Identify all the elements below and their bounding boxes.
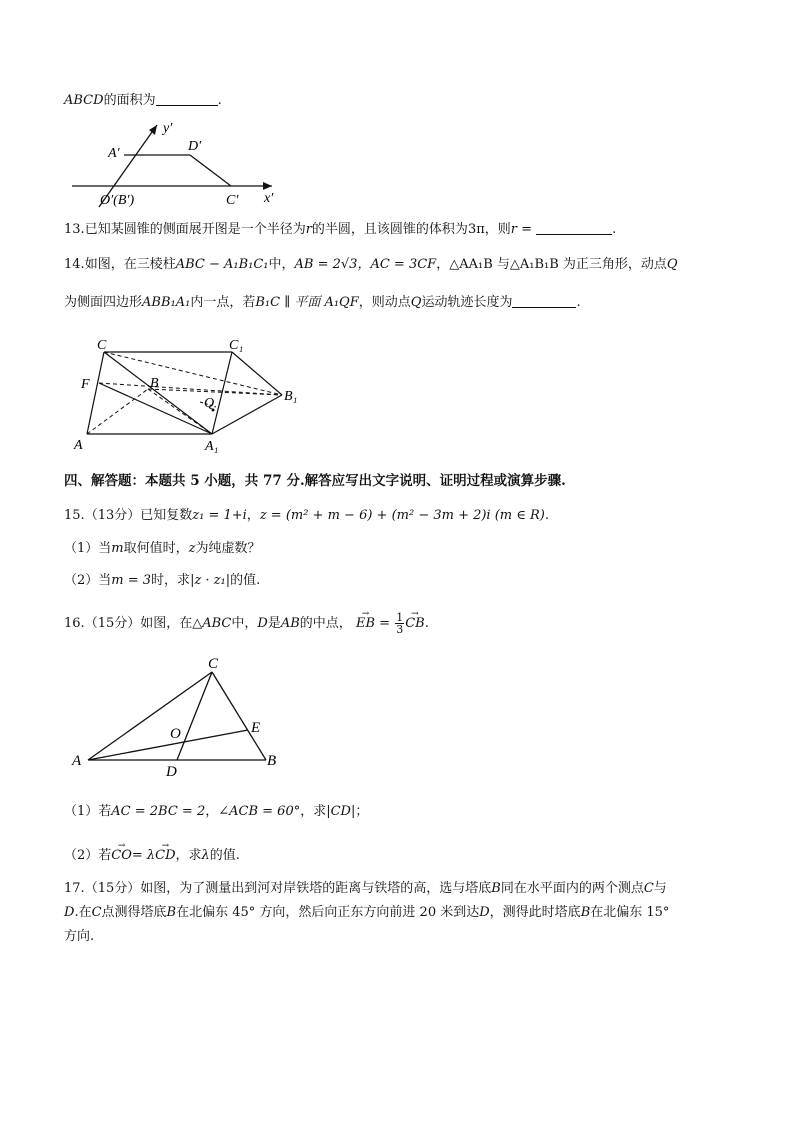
q16-triangle: ABC xyxy=(202,616,232,631)
q14-ac: ，AC = 3CF xyxy=(357,257,437,272)
q14-condition: B₁C ∥ 平面 A₁QF xyxy=(255,295,359,310)
q14-text: 为侧面四边形 xyxy=(64,295,143,310)
q13-answer-label: r = xyxy=(510,222,533,237)
q16-part2-label: （2）若 xyxy=(64,848,112,863)
label-c: C′ xyxy=(226,193,239,208)
question-13: 13.已知某圆锥的侧面展开图是一个半径为r的半圆，且该圆锥的体积为3π，则r = . xyxy=(64,222,617,237)
q14-q: Q xyxy=(410,295,422,310)
q14-answer-blank[interactable] xyxy=(512,294,576,308)
q17-text: 与 xyxy=(653,881,667,896)
q15-part1-label: （1）当 xyxy=(64,541,112,556)
q16-text: 的中点， xyxy=(299,616,352,631)
x-axis-arrow-icon xyxy=(263,182,272,190)
q15-part2-label: （2）当 xyxy=(64,573,112,588)
q17-text: .在 xyxy=(74,905,92,920)
q15-text: 已知复数 xyxy=(140,508,193,523)
question-14-line2: 为侧面四边形ABB₁A₁内一点，若B₁C ∥ 平面 A₁QF，则动点Q运动轨迹长度为 . xyxy=(64,295,581,310)
q17-c: C xyxy=(91,905,102,920)
q15-text: 取何值时， xyxy=(123,541,189,556)
label-f: F xyxy=(81,377,90,392)
label-o: O xyxy=(170,726,181,742)
q12-text: 的面积为 xyxy=(103,93,156,108)
q16-lambda: λ xyxy=(201,848,210,863)
side-ac xyxy=(88,672,212,760)
q16-text: 中， xyxy=(231,616,258,631)
label-y: y′ xyxy=(163,121,173,136)
question-17-line3: 方向. xyxy=(64,929,95,944)
fraction-denominator: 3 xyxy=(396,623,404,636)
q13-var: r xyxy=(305,222,312,237)
label-b: B xyxy=(150,376,159,391)
q16-part1-label: （1）若 xyxy=(64,804,112,819)
q16-text: ，∠ xyxy=(205,804,230,819)
question-16-part2 xyxy=(64,847,240,865)
q16-lambda-eq: = λ xyxy=(131,848,156,863)
q14-text: ，则动点 xyxy=(358,295,411,310)
label-d: D′ xyxy=(188,139,202,154)
q14-text: 内一点，若 xyxy=(190,295,256,310)
q17-text: 同在水平面内的两个测点 xyxy=(500,881,644,896)
q15-number: 15. xyxy=(64,508,85,523)
section-4-heading: 四、解答题：本题共 5 小题，共 77 分.解答应写出文字说明、证明过程或演算步骤. xyxy=(64,473,566,489)
q14-ab: AB = 2√3 xyxy=(294,257,358,272)
label-d: D xyxy=(166,764,177,777)
q14-text: 如图，在三棱柱 xyxy=(84,257,176,272)
question-14-line1 xyxy=(64,256,678,274)
q13-volume: 3π xyxy=(467,222,485,237)
q16-d: D xyxy=(257,616,268,631)
question-15-part1 xyxy=(64,540,261,558)
q15-text: 为纯虚数？ xyxy=(195,541,261,556)
q16-equals: = xyxy=(379,616,391,631)
q14-face: ABB₁A₁ xyxy=(142,295,191,310)
q17-text: 点测得塔底 xyxy=(101,905,167,920)
label-a: A xyxy=(74,438,83,453)
label-q: Q xyxy=(204,396,215,411)
q16-text: ； xyxy=(355,804,369,819)
question-16-part1 xyxy=(64,803,368,821)
q17-text: 在北偏东 45° 方向，然后向正东方向前进 20 米到达 xyxy=(176,905,480,920)
q16-abs-cd: |CD| xyxy=(326,804,356,819)
q16-number: 16. xyxy=(64,616,85,631)
q16-text: 如图，在△ xyxy=(140,616,203,631)
q16-vector-eb: → EB xyxy=(356,615,375,633)
figure-14-triangular-prism xyxy=(70,332,310,460)
trapezoid-right xyxy=(190,155,231,186)
q12-answer-blank[interactable] xyxy=(156,92,218,106)
q16-angle: ACB = 60° xyxy=(229,804,301,819)
label-c1: C₁ xyxy=(229,338,244,353)
q17-b: B xyxy=(491,881,501,896)
label-c: C xyxy=(208,656,219,672)
q17-b: B xyxy=(580,905,591,920)
question-16: 16.（15分）如图，在△ABC中，D是AB的中点， → EB = $\frac{1}{3}$ → CB. xyxy=(64,612,429,635)
question-17-line2 xyxy=(64,904,669,922)
label-b1: B₁ xyxy=(284,389,298,404)
q16-text: 的值. xyxy=(209,848,240,863)
label-a: A′ xyxy=(108,146,120,161)
q17-d: D xyxy=(479,905,490,920)
q17-d: D xyxy=(64,905,75,920)
q15-m3: m = 3 xyxy=(111,573,152,588)
segment-ae xyxy=(88,730,248,760)
q17-b: B xyxy=(166,905,177,920)
q16-vector-cb: → CB xyxy=(405,615,425,633)
q14-q: Q xyxy=(666,257,678,272)
q17-score: （15分） xyxy=(84,881,141,896)
q16-score: （15分） xyxy=(84,616,141,631)
label-x: x′ xyxy=(264,191,274,206)
label-o: O′(B′) xyxy=(100,193,135,208)
question-15-part2 xyxy=(64,572,260,590)
question-17-line1 xyxy=(64,880,667,898)
figure-12-oblique-trapezoid xyxy=(64,115,284,210)
q16-condition: AC = 2BC = 2 xyxy=(111,804,206,819)
q15-z1: z₁ = 1+i xyxy=(192,508,247,523)
q17-text: ，测得此时塔底 xyxy=(489,905,581,920)
q15-text: 的值. xyxy=(230,573,261,588)
label-a1: A₁ xyxy=(205,439,219,454)
q15-z-var: z xyxy=(188,541,196,556)
q17-c: C xyxy=(643,881,654,896)
q16-text: 是 xyxy=(267,616,281,631)
q14-text: 运动轨迹长度为 xyxy=(421,295,513,310)
q13-answer-blank[interactable] xyxy=(536,221,612,235)
q16-vector-cd: → CD xyxy=(155,847,175,865)
q14-text: ，△AA₁B 与△A₁B₁B 为正三角形，动点 xyxy=(436,257,667,272)
q13-text-a: 已知某圆锥的侧面展开图是一个半径为 xyxy=(84,222,306,237)
q17-number: 17. xyxy=(64,881,85,896)
q15-abs: |z · z₁| xyxy=(190,573,231,588)
label-b: B xyxy=(267,753,277,769)
q12-tail: ABCD的面积为 . xyxy=(64,93,222,108)
q15-score: （13分） xyxy=(84,508,141,523)
q16-text: ，求 xyxy=(300,804,327,819)
label-e: E xyxy=(251,720,261,736)
q13-text-c: ，则 xyxy=(484,222,511,237)
q17-text: 在北偏东 15° xyxy=(590,905,670,920)
q13-text-b: 的半圆，且该圆锥的体积为 xyxy=(311,222,468,237)
q16-text: ，求 xyxy=(175,848,202,863)
side-bc xyxy=(212,672,266,760)
label-a: A xyxy=(72,753,82,769)
q16-vector-co: → CO xyxy=(111,847,132,865)
q15-z: z = (m² + m − 6) + (m² − 3m + 2)i (m ∈ R) xyxy=(259,508,545,523)
figure-16-triangle xyxy=(68,652,288,777)
q15-text: 时，求 xyxy=(151,573,191,588)
q16-ab: AB xyxy=(280,616,300,631)
q14-number: 14. xyxy=(64,257,85,272)
question-15: 15.（13分）已知复数z₁ = 1+i，z = (m² + m − 6) + (m² − 3m + 2)i (m ∈ R). xyxy=(64,508,550,523)
q15-m: m xyxy=(111,541,124,556)
q14-text: 中， xyxy=(268,257,295,272)
q14-prism: ABC − A₁B₁C₁ xyxy=(175,257,269,272)
fraction-numerator: 1 xyxy=(396,611,404,624)
q15-text: ， xyxy=(246,508,260,523)
q16-fraction xyxy=(395,612,404,635)
label-c: C xyxy=(97,338,107,353)
q17-text: 如图，为了测量出到河对岸铁塔的距离与铁塔的高，选与塔底 xyxy=(140,881,492,896)
q13-number: 13. xyxy=(64,222,85,237)
q12-prefix: ABCD xyxy=(64,93,104,108)
